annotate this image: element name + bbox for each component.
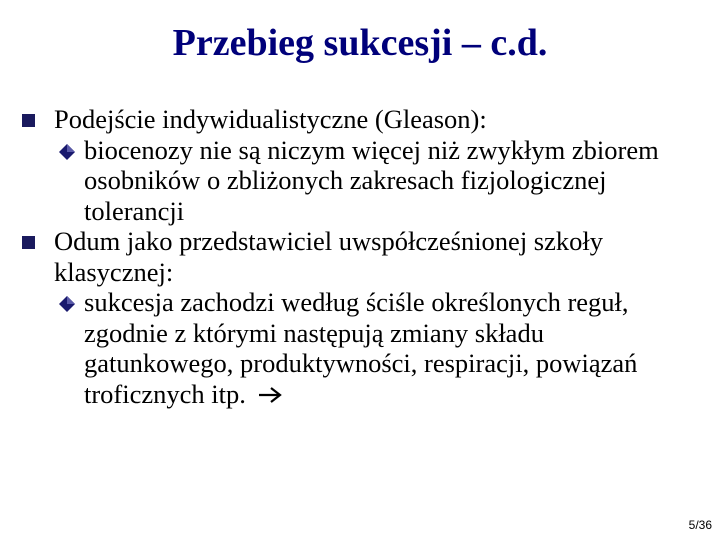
sub-bullet-item-sukcesja xyxy=(18,287,698,409)
bullet-item-odum xyxy=(18,226,698,287)
square-bullet-icon xyxy=(22,236,35,249)
bullet-list xyxy=(18,104,698,409)
square-bullet-icon xyxy=(22,114,35,127)
sub-bullet-text: sukcesja zachodzi według ściśle określonych reguł, zgodnie z którymi następują zmiany składu gatunkowego, produktywności, respiracji, powiązań troficznych itp. xyxy=(84,287,638,409)
page-number: 5/36 xyxy=(688,518,712,532)
slide-title: Przebieg sukcesji – c.d. xyxy=(172,22,548,64)
bullet-text: Odum jako przedstawiciel uwspółcześnionej szkoły klasycznej: xyxy=(54,226,603,287)
right-arrow-icon xyxy=(257,386,283,404)
bullet-text: Podejście indywidualistyczne (Gleason): xyxy=(54,104,487,134)
diamond-bullet-icon xyxy=(58,295,76,313)
sub-bullet-text: biocenozy nie są niczym więcej niż zwykłym zbiorem osobników o zbliżonych zakresach fizjologicznej tolerancji xyxy=(84,134,659,226)
sub-bullet-item-biocenozy xyxy=(18,135,698,227)
bullet-item-gleason xyxy=(18,104,698,135)
diamond-bullet-icon xyxy=(58,143,76,161)
